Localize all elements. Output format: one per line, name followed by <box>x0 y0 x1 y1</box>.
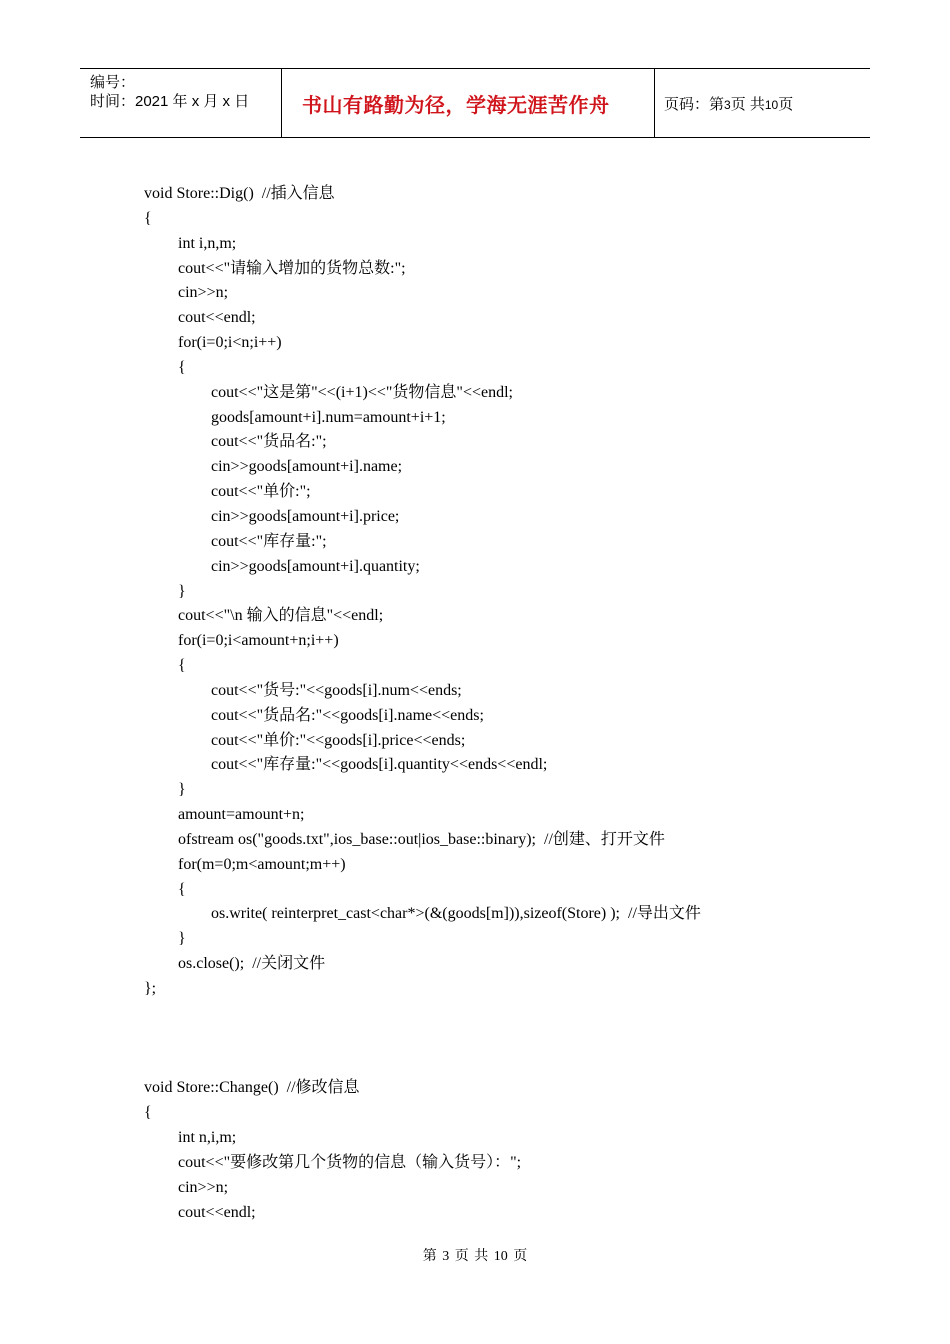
header-page-mid: 页 共 <box>730 96 765 113</box>
header-right-cell <box>654 69 870 137</box>
code-line: { <box>178 358 186 376</box>
code-line: cin>>goods[amount+i].quantity; <box>211 557 420 575</box>
code-line: } <box>178 781 186 799</box>
footer-prefix: 第 <box>422 1249 437 1264</box>
code-line: cout<<"单价:"; <box>211 483 311 501</box>
code-line: cout<<"这是第"<<(i+1)<<"货物信息"<<endl; <box>211 383 513 401</box>
footer-total-word: 共 <box>474 1249 489 1264</box>
code-line: cout<<"\n 输入的信息"<<endl; <box>178 607 384 625</box>
footer-page-total: 10 <box>493 1249 508 1264</box>
footer-page-word: 页 <box>454 1249 469 1264</box>
code-line: cout<<"货号:"<<goods[i].num<<ends; <box>211 681 462 699</box>
header-left-cell <box>80 69 280 137</box>
code-line: for(m=0;m<amount;m++) <box>178 855 346 873</box>
header-motto: 书山有路勤为径，学海无涯苦作舟 <box>302 93 610 117</box>
code-line: int n,i,m; <box>178 1129 237 1147</box>
code-line: for(i=0;i<n;i++) <box>178 334 282 352</box>
code-line: cout<<"货品名:"; <box>211 433 327 451</box>
code-line: cout<<"库存量:"; <box>211 532 327 550</box>
code-line: cout<<"库存量:"<<goods[i].quantity<<ends<<endl; <box>211 756 548 774</box>
footer-page-current: 3 <box>442 1249 450 1264</box>
block-spacer <box>144 1002 844 1077</box>
document-number-label: 编号： <box>90 74 136 91</box>
page-header <box>80 68 870 138</box>
code-line: } <box>178 930 186 948</box>
code-block-dig <box>144 182 844 1002</box>
code-line: ofstream os("goods.txt",ios_base::out|ios_base::binary); //创建、打开文件 <box>178 830 665 848</box>
footer-suffix: 页 <box>513 1249 528 1264</box>
code-line: cin>>goods[amount+i].price; <box>211 507 400 525</box>
code-line: cout<<"要修改第几个货物的信息（输入货号）："; <box>178 1153 522 1171</box>
code-line: { <box>144 209 152 227</box>
code-line: cout<<"货品名:"<<goods[i].name<<ends; <box>211 706 484 724</box>
code-line: { <box>144 1104 152 1122</box>
page-footer <box>0 1245 950 1265</box>
code-line: cin>>goods[amount+i].name; <box>211 458 403 476</box>
header-page-suffix: 页 <box>778 96 794 113</box>
code-line: amount=amount+n; <box>178 806 305 824</box>
code-line: cout<<endl; <box>178 1203 256 1221</box>
code-line: os.close(); //关闭文件 <box>178 955 326 973</box>
code-line: goods[amount+i].num=amount+i+1; <box>211 408 446 426</box>
code-block-change <box>144 1076 844 1225</box>
code-line: cin>>n; <box>178 284 229 302</box>
code-line: void Store::Dig() //插入信息 <box>144 185 335 202</box>
code-line: void Store::Change() //修改信息 <box>144 1079 360 1097</box>
code-line: cout<<"请输入增加的货物总数:"; <box>178 259 406 277</box>
code-line: } <box>178 582 186 600</box>
header-page-prefix: 页码：第 <box>664 96 725 113</box>
header-page-info <box>664 93 793 114</box>
code-line: os.write( reinterpret_cast<char*>(&(goods[m])),sizeof(Store) ); //导出文件 <box>211 905 701 923</box>
header-page-current: 3 <box>724 98 731 112</box>
code-line: cout<<"单价:"<<goods[i].price<<ends; <box>211 731 466 749</box>
code-line: { <box>178 880 186 898</box>
code-line: }; <box>144 980 157 997</box>
header-page-total: 10 <box>764 98 779 112</box>
code-line: cin>>n; <box>178 1178 229 1196</box>
code-line: for(i=0;i<amount+n;i++) <box>178 632 339 650</box>
header-middle-cell <box>281 69 655 137</box>
code-line: int i,n,m; <box>178 234 237 252</box>
document-time-label: 时间：2021 年 x 月 x 日 <box>90 93 250 110</box>
code-line: { <box>178 657 186 675</box>
code-line: cout<<endl; <box>178 309 256 327</box>
code-listing <box>144 182 844 1225</box>
